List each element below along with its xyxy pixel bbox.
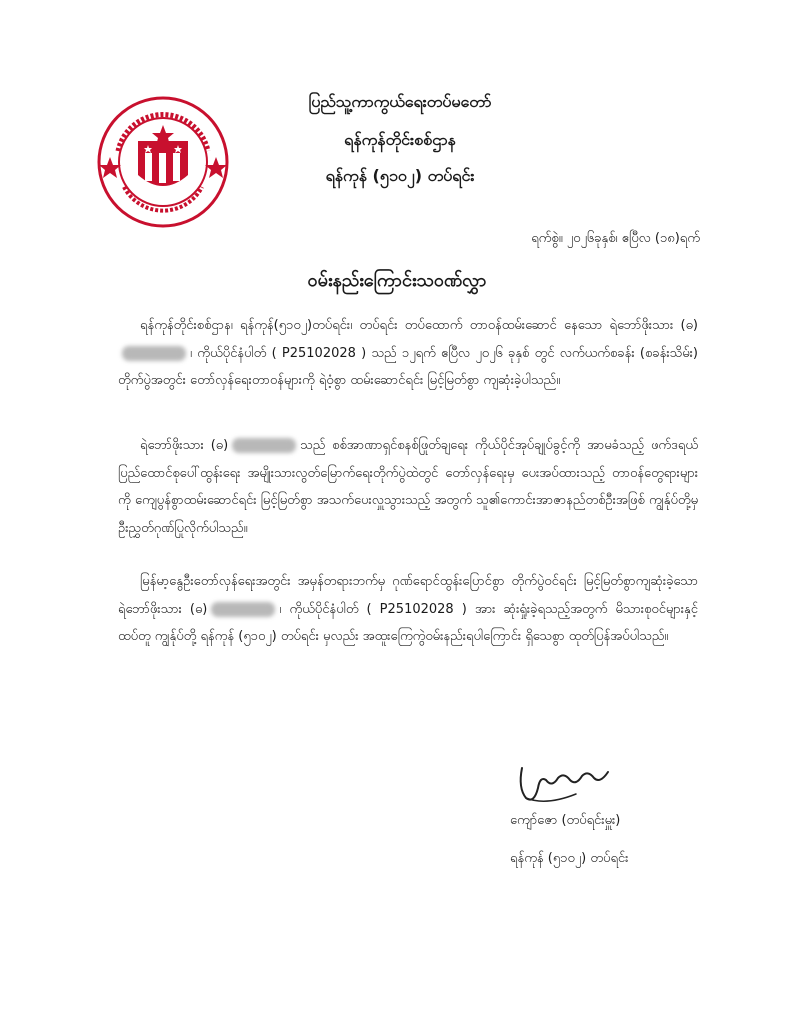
paragraph-1-text-a: ရန်ကုန်တိုင်းစစ်ဌာန၊ ရန်ကုန်(၅၁၀၂)တပ်ရင်း၊ တပ်ရင်း တပ်ထောက် တာဝန်ထမ်းဆောင် နေသော ရဲဘော်ဖိုးသား (ဓ) [140,318,698,333]
paragraph-1 [118,312,698,395]
paragraph-2-text-b: သည် စစ်အာဏာရှင်စနစ်ဖြုတ်ချရေး ကိုယ်ပိုင်အုပ်ချုပ်ခွင့်ကို အာမခံသည့် ဖက်ဒရယ်ပြည်ထောင်စုပေါ်ထွန်းရေး အမျိုးသားလွတ်မြောက်ရေးတိုက်ပွဲထဲတွင် တော်လှန်ရေးမှ ပေးအပ်ထားသည့် တာဝန်တွေရားများကို ကျေပွန်စွာထမ်းဆောင်ရင်း မြင့်မြတ်စွာ အသက်ပေးလှူသွားသည့် အတွက် သူ၏ကောင်းအာဇာနည်တစ်ဦးအဖြစ် ကျွန်ုပ်တို့မှ ဦးညွှတ်ဂုဏ်ပြုလိုက်ပါသည်။ [118,438,698,536]
redacted-name [122,346,186,361]
paragraph-1-text-b: ၊ ကိုယ်ပိုင်နံပါတ် ( P25102028 ) သည် ၁၂ရက် ဧပြီလ ၂၀၂၆ ခုနှစ် တွင် လက်ယက်စခန်း (စခန်းသိမ်း) တိုက်ပွဲအတွင်း တော်လှန်ရေးတာဝန်များကို ရဲဝံ့စွာ ထမ်းဆောင်ရင်း မြင့်မြတ်စွာ ကျဆုံးခဲ့ပါသည်။ [118,345,698,388]
paragraph-3 [118,568,698,651]
signer-unit: ရန်ကုန် (၅၁၀၂) တပ်ရင်း [510,851,629,866]
header-army-name: ပြည်သူ့ကာကွယ်ရေးတပ်မတော် [308,92,492,111]
header-battalion-name: ရန်ကုန် (၅၁၀၂) တပ်ရင်း [325,166,475,185]
letter-date: ရက်စွဲ။ ၂၀၂၆ခုနှစ်၊ ဧပြီလ (၁၈)ရက် [531,231,700,246]
redacted-name [211,602,275,617]
letter-title: ဝမ်းနည်းကြောင်းသဝဏ်လွှာ [307,270,487,291]
paragraph-3-text-a: မြန်မာ့နွေဦးတော်လှန်ရေးအတွင်း အမှန်တရားဘက်မှ ဂုဏ်ရောင်ထွန်းပြောင်စွာ တိုက်ပွဲဝင်ရင်း မြင့်မြတ်စွာကျဆုံးခဲ့သော ရဲဘော်ဖိုးသား (ဓ) [118,574,698,617]
unit-seal-logo [96,95,230,229]
paragraph-2 [118,432,698,542]
redacted-name [232,438,296,453]
paragraph-3-text-b: ၊ ကိုယ်ပိုင်နံပါတ် ( P25102028 ) အား ဆုံးရှုံးခဲ့ရသည့်အတွက် မိသားစုဝင်များနှင့်ထပ်တူ ကျွန်ုပ်တို့ ရန်ကုန် (၅၁၀၂) တပ်ရင်း မှလည်း အထူးကြေကွဲဝမ်းနည်းရပါကြောင်း ရှိသေစွာ ထုတ်ပြန်အပ်ပါသည်။ [118,601,698,644]
signer-name: ကျော်ဇော (တပ်ရင်းမှူး) [510,813,621,828]
paragraph-2-text-a: ရဲဘော်ဖိုးသား (ဓ) [140,438,229,453]
handwritten-signature [516,758,612,810]
header-command-name: ရန်ကုန်တိုင်းစစ်ဌာန [344,130,456,149]
